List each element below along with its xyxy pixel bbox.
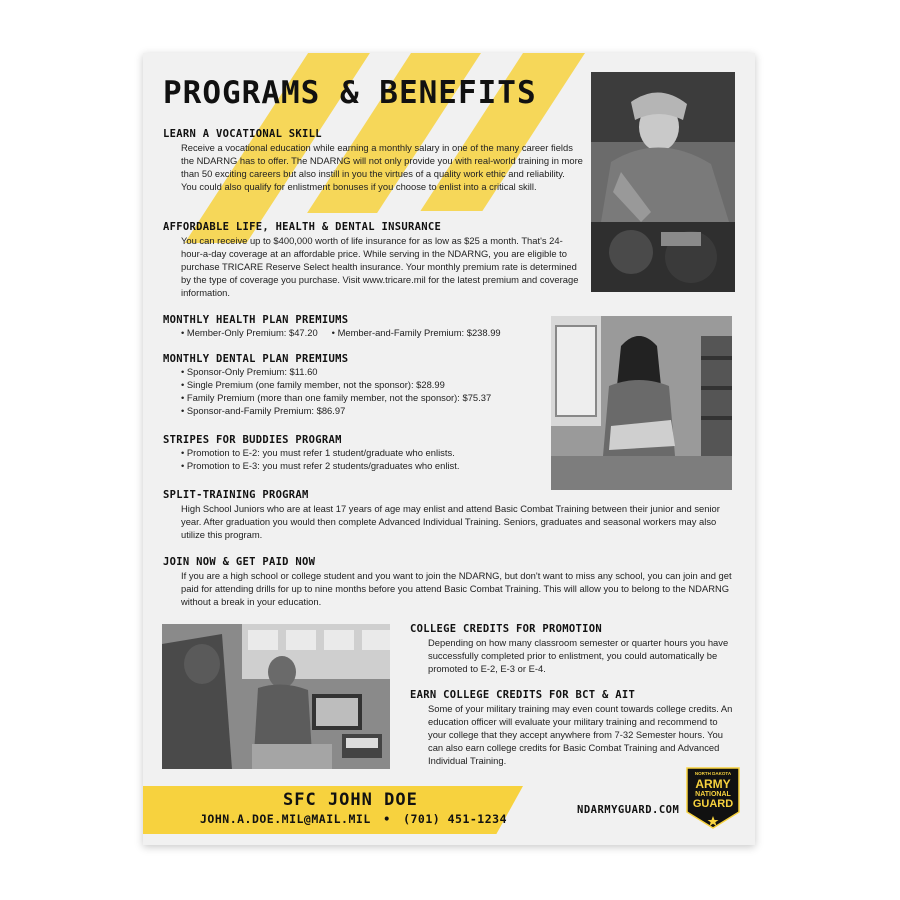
section-vocational — [163, 128, 583, 193]
section-insurance — [163, 221, 583, 299]
logo-state: NORTH DAKOTA — [694, 771, 732, 776]
section-heading: STRIPES FOR BUDDIES PROGRAM — [163, 434, 342, 446]
section-body: If you are a high school or college student and you want to join the NDARNG, but don't want to miss any school, you can join and get paid for attending drills for up to nine months before you attend Basic Combat Training. This will allow you to belong to the NDARNG without a break in your education. — [181, 570, 732, 607]
section-join-now — [163, 556, 735, 608]
photo-soldiers-computers — [162, 624, 390, 769]
section-dental-plan — [163, 353, 553, 417]
photo-soldier-mechanic — [591, 72, 735, 292]
list-item: • Sponsor-and-Family Premium: $86.97 — [181, 404, 553, 417]
logo-guard: GUARD — [692, 798, 734, 810]
section-heading: AFFORDABLE LIFE, HEALTH & DENTAL INSURANCE — [163, 221, 442, 233]
section-body: Receive a vocational education while earning a monthly salary in one of the many career fields the NDARNG has to offer. The NDARNG will not only provide you with real-world training in more than 50 exciting careers but also instill in you the virtues of a quality work ethic and reliability. You could also qualify for enlistment bonuses if you choose to enlist into a critical skill. — [181, 142, 583, 192]
section-health-plan — [163, 314, 553, 339]
flyer-sheet — [143, 53, 755, 845]
section-body: You can receive up to $400,000 worth of life insurance for as low as $25 a month. That's 24-hour-a-day coverage at an affordable price. While serving in the NDARNG, you are eligible to purchase TRICARE Reserve Select health insurance. Your monthly premium rate is determined by the type of coverage you purchase. Visit www.tricare.mil for the latest premium and coverage information. — [181, 235, 579, 298]
photo-student-reading — [551, 316, 732, 490]
section-split-training — [163, 489, 735, 541]
section-heading: MONTHLY DENTAL PLAN PREMIUMS — [163, 353, 349, 365]
section-college-promotion — [410, 623, 735, 675]
list-item: • Single Premium (one family member, not the sponsor): $28.99 — [181, 378, 553, 391]
logo-national: NATIONAL — [695, 791, 731, 798]
logo-army: ARMY — [695, 777, 731, 791]
list-item: • Member-Only Premium: $47.20 — [181, 327, 318, 338]
list-item: • Promotion to E-3: you must refer 2 students/graduates who enlist. — [181, 459, 553, 472]
list-item: • Sponsor-Only Premium: $11.60 — [181, 365, 553, 378]
recruiter-name: SFC JOHN DOE — [283, 790, 418, 810]
army-guard-logo — [685, 766, 741, 830]
section-heading: LEARN A VOCATIONAL SKILL — [163, 128, 322, 140]
website-link[interactable]: NDARMYGUARD.COM — [577, 804, 680, 816]
section-stripes — [163, 434, 553, 472]
contact-separator: • — [383, 812, 391, 826]
section-heading: COLLEGE CREDITS FOR PROMOTION — [410, 623, 603, 635]
section-heading: JOIN NOW & GET PAID NOW — [163, 556, 316, 568]
section-heading: SPLIT-TRAINING PROGRAM — [163, 489, 309, 501]
recruiter-contact — [200, 812, 507, 826]
section-college-bct — [410, 689, 735, 767]
section-heading: EARN COLLEGE CREDITS FOR BCT & AIT — [410, 689, 636, 701]
section-body: Some of your military training may even count towards college credits. An education officer will evaluate your military training and recommend to your college that they accept anywhere from 7-32 Semester hours. You can also earn college credits for Basic Combat Training and Advanced Individual Training. — [428, 703, 733, 766]
recruiter-email[interactable]: JOHN.A.DOE.MIL@MAIL.MIL — [200, 812, 371, 826]
section-body: Depending on how many classroom semester or quarter hours you have successfully completed prior to enlistment, you could automatically be promoted to E-2, E-3 or E-4. — [428, 637, 729, 674]
list-item: • Member-and-Family Premium: $238.99 — [331, 327, 501, 338]
list-item: • Family Premium (more than one family member, not the sponsor): $75.37 — [181, 391, 553, 404]
section-body: High School Juniors who are at least 17 years of age may enlist and attend Basic Combat Training between their junior and senior year. After graduation you would then complete Advanced Individual Training. Seniors, graduates and seasonal workers may also utilize this program. — [181, 503, 720, 540]
recruiter-phone[interactable]: (701) 451-1234 — [403, 812, 507, 826]
list-item: • Promotion to E-2: you must refer 1 student/graduate who enlists. — [181, 446, 553, 459]
section-heading: MONTHLY HEALTH PLAN PREMIUMS — [163, 314, 349, 326]
page-title: PROGRAMS & BENEFITS — [163, 75, 537, 111]
